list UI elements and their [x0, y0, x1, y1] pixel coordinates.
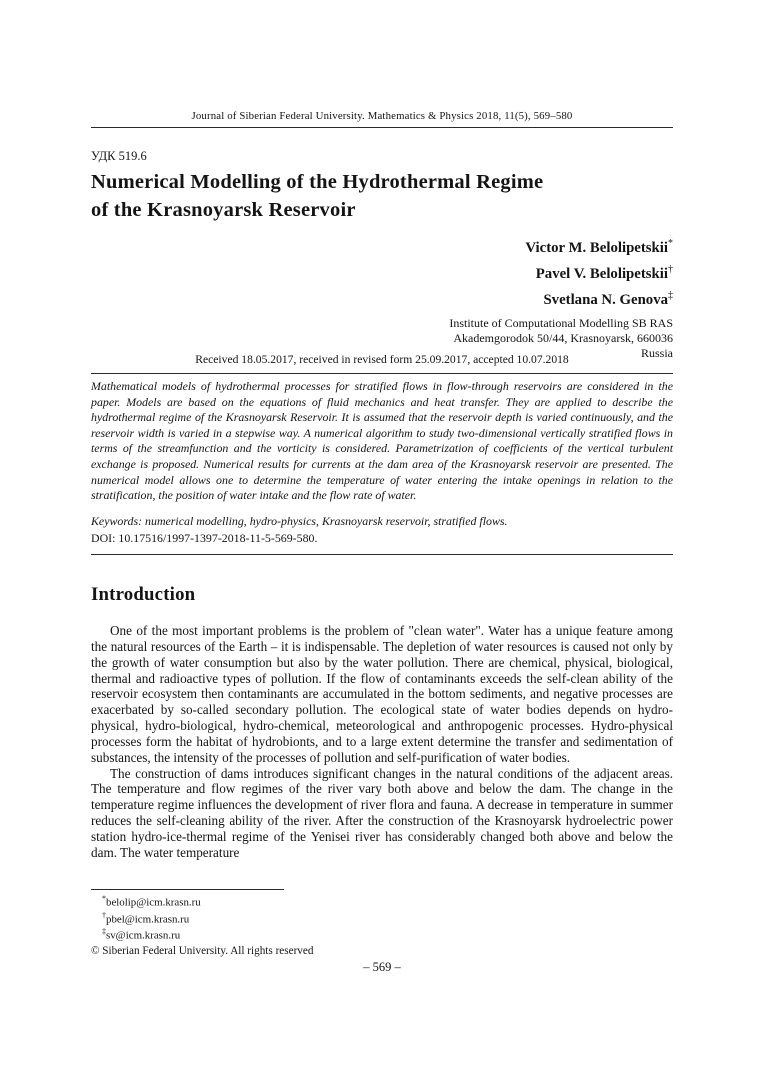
footnote-3-mark: ‡	[102, 927, 106, 937]
head-group	[91, 149, 673, 224]
footnote-2-mark: †	[102, 910, 106, 920]
author-3-footnote-mark: ‡	[668, 289, 673, 301]
footnotes-block	[91, 889, 673, 958]
authors-block	[91, 233, 673, 362]
doi-line: DOI: 10.17516/1997-1397-2018-11-5-569-580.	[91, 531, 318, 546]
received-dates: Received 18.05.2017, received in revised form 25.09.2017, accepted 10.07.2018	[195, 353, 569, 366]
footnote-1-email: belolip@icm.krasn.ru	[106, 896, 201, 909]
introduction-heading: Introduction	[91, 584, 196, 605]
introduction-section	[91, 584, 673, 861]
running-head: Journal of Siberian Federal University. Mathematics & Physics 2018, 11(5), 569–580	[91, 110, 673, 128]
author-1-name: Victor M. Belolipetskii	[525, 239, 668, 256]
footnote-rule	[91, 889, 284, 890]
affiliation-institute: Institute of Computational Modelling SB RAS	[449, 315, 673, 330]
keywords-line: Keywords: numerical modelling, hydro-physics, Krasnoyarsk reservoir, stratified flows.	[91, 513, 508, 528]
author-3-name: Svetlana N. Genova	[543, 291, 668, 308]
author-2-footnote-mark: †	[668, 263, 673, 275]
introduction-paragraph-1: One of the most important problems is the problem of "clean water". Water has a unique feature among the natural resources of the Earth – it is indispensable. The depletion of water resources is caused not only by the growth of water consumption but also by the water pollution. There are chemical, physical, biological, thermal and radioactive types of pollution. If the flow of contaminants exceeds the self-clean ability of the reservoir ecosystem then contaminants are accumulated in the bottom sediments, and negative processes are exacerbated by so-called secondary pollution. The ecological state of water bodies depends on hydro-physical, hydro-biological, hydro-chemical, meteorological and anthropogenic processes. Hydro-physical processes form the habitat of hydrobionts, and to a large extent determine the transfer and sedimentation of substances, the intensity of the processes of pollution and self-purification of water bodies.	[91, 623, 673, 765]
author-2	[91, 259, 673, 285]
author-3	[91, 285, 673, 311]
footnote-3-email: sv@icm.krasn.ru	[106, 929, 181, 942]
author-1-footnote-mark: *	[668, 238, 673, 249]
footnote-1	[91, 893, 673, 910]
paper-title-line1: Numerical Modelling of the Hydrothermal Regime	[91, 171, 544, 193]
abstract-top-rule	[91, 373, 673, 374]
abstract-bottom-rule	[91, 554, 673, 555]
affiliation-country: Russia	[640, 346, 673, 361]
udk-code: УДК 519.6	[91, 149, 147, 163]
abstract-text: Mathematical models of hydrothermal processes for stratified flows in flow-through reservoirs are considered in the paper. Models are based on the equations of fluid mechanics and heat transfer. They are applied to describe the hydrothermal regime of the Krasnoyarsk Reservoir. It is assumed that the reservoir depth is varied continuously, and the reservoir width is varied in a stepwise way. A numerical algorithm to study two-dimensional vertically stratified flows in terms of the streamfunction and the vorticity is considered. Parametrization of coefficients of the vertical turbulent exchange is proposed. Numerical results for currents at the dam area of the Krasnoyarsk reservoir are presented. The numerical model allows one to determine the temperature of water entering the intake openings in relation to the stratification, the position of water intake and the flow rate of water.	[91, 379, 673, 503]
author-1	[91, 233, 673, 259]
author-2-name: Pavel V. Belolipetskii	[535, 265, 668, 282]
footnote-1-mark: *	[102, 894, 106, 903]
abstract-block	[91, 353, 673, 555]
paper-title	[91, 169, 673, 224]
paper-title-line2: of the Krasnoyarsk Reservoir	[91, 198, 356, 221]
copyright-line: © Siberian Federal University. All rights reserved	[91, 944, 314, 957]
affiliation-address: Akademgorodok 50/44, Krasnoyarsk, 660036	[453, 331, 673, 346]
footnote-2-email: pbel@icm.krasn.ru	[106, 913, 190, 926]
footnote-3	[91, 926, 673, 943]
introduction-paragraph-2: The construction of dams introduces significant changes in the natural conditions of the adjacent areas. The temperature and flow regimes of the river vary both above and below the dam. The change in the temperature regime influences the development of river flora and fauna. A decrease in temperature in summer reduces the self-cleaning ability of the river. After the construction of the Krasnoyarsk hydroelectric power station hydro-ice-thermal regime of the Yenisei river has considerably changed both above and below the dam. The water temperature	[91, 765, 673, 860]
page-number: – 569 –	[363, 960, 401, 974]
footnote-2	[91, 910, 673, 927]
